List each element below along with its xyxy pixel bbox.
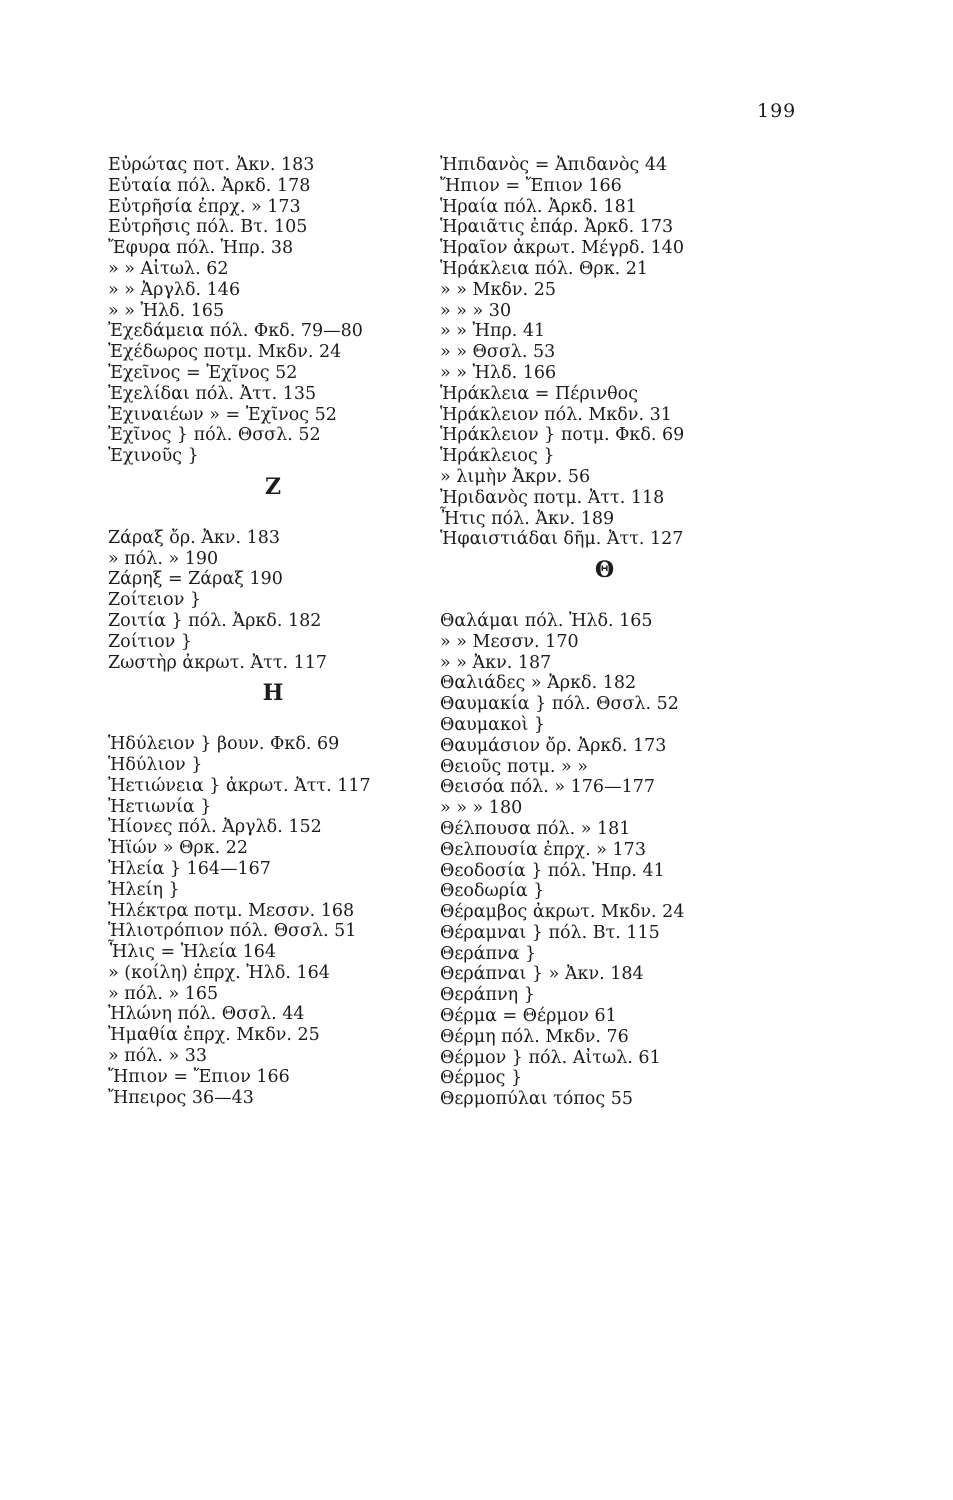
index-entry: Ἠετιωνία } <box>108 796 212 817</box>
section-letter: H <box>262 680 284 707</box>
index-entry: Θέρμον } πόλ. Αἰτωλ. 61 <box>440 1047 661 1068</box>
index-entry: Θαλάμαι πόλ. Ἠλδ. 165 <box>440 610 653 631</box>
index-entry: Ἐχιναιέων » = Ἐχῖνος 52 <box>108 404 337 425</box>
index-entry: Ζοίτειον } <box>108 590 202 611</box>
index-entry: Εὐταία πόλ. Ἀρκδ. 178 <box>108 175 311 196</box>
index-entry: Θαλιάδες » Ἀρκδ. 182 <box>440 673 637 694</box>
index-entry: Θεράπνη } <box>440 985 535 1006</box>
index-entry: Θεοδοσία } πόλ. Ἠπρ. 41 <box>440 860 665 881</box>
right-index-column <box>440 155 770 1110</box>
section-letter: Θ <box>595 557 615 584</box>
index-entry: » λιμὴν Ἀκρν. 56 <box>440 466 591 487</box>
index-entry: Ἡράκλεια πόλ. Θρκ. 21 <box>440 258 649 279</box>
page-number: 199 <box>757 100 797 122</box>
index-entry: » » » 180 <box>440 798 523 819</box>
index-entry: Ἡραιᾶτις ἐπάρ. Ἀρκδ. 173 <box>440 217 674 238</box>
index-entry: Θέραμβος ἀκρωτ. Μκδν. 24 <box>440 902 685 923</box>
index-entry: Θαυμακοὶ } <box>440 714 546 735</box>
index-entry <box>108 713 438 734</box>
index-entry: » » Ἠλδ. 166 <box>440 362 557 383</box>
index-entry: Ἠϊών » Θρκ. 22 <box>108 838 249 859</box>
index-entry: Θέρμη πόλ. Μκδν. 76 <box>440 1026 629 1047</box>
index-entry: Ἦτις πόλ. Ἀκν. 189 <box>440 508 615 529</box>
index-entry: Ἡφαιστιάδαι δῆμ. Ἀττ. 127 <box>440 529 684 550</box>
index-entry: Ἐχέδωρος ποτμ. Μκδν. 24 <box>108 342 342 363</box>
index-entry: Ἡλιοτρόπιον πόλ. Θσσλ. 51 <box>108 921 357 942</box>
index-entry: Ἡραία πόλ. Ἀρκδ. 181 <box>440 196 637 217</box>
index-entry: Ἤπειρος 36—43 <box>108 1087 254 1108</box>
index-entry: Ἠλέκτρα ποτμ. Μεσσν. 168 <box>108 900 355 921</box>
index-entry: Εὐτρῆσις πόλ. Βτ. 105 <box>108 217 308 238</box>
index-entry: Ζωστὴρ ἀκρωτ. Ἀττ. 117 <box>108 652 328 673</box>
index-entry: Ἠλώνη πόλ. Θσσλ. 44 <box>108 1004 305 1025</box>
index-entry: Θεράπναι } » Ἀκν. 184 <box>440 964 644 985</box>
index-entry: Ἡδύλιον } <box>108 754 203 775</box>
index-entry: Ἐχεδάμεια πόλ. Φκδ. 79—80 <box>108 321 363 342</box>
index-entry: » » Μκδν. 25 <box>440 279 556 300</box>
index-entry: Θέρμα = Θέρμον 61 <box>440 1006 617 1027</box>
index-entry: Θεράπνα } <box>440 943 537 964</box>
index-entry: Ἡραῖον ἀκρωτ. Μέγρδ. 140 <box>440 238 684 259</box>
index-entry: Θέρμος } <box>440 1068 523 1089</box>
index-entry: Ἡράκλειον πόλ. Μκδν. 31 <box>440 404 672 425</box>
section-letter: Z <box>264 473 282 500</box>
index-entry: Ζοίτιον } <box>108 631 192 652</box>
index-entry: Ἦλις = Ἠλεία 164 <box>108 942 277 963</box>
index-entry: » πόλ. » 33 <box>108 1046 208 1067</box>
index-entry: Ἤπιον = Ἔπιον 166 <box>108 1066 290 1087</box>
index-entry: Ζοιτία } πόλ. Ἀρκδ. 182 <box>108 610 322 631</box>
index-entry: Θέραμναι } πόλ. Βτ. 115 <box>440 922 660 943</box>
index-entry: Ἤπιον = Ἔπιον 166 <box>440 175 622 196</box>
index-entry: » » Μεσσν. 170 <box>440 631 579 652</box>
index-entry: » » Ἠπρ. 41 <box>440 321 546 342</box>
index-entry: » » » 30 <box>440 300 512 321</box>
left-index-column <box>108 155 438 1108</box>
index-entry: Ζάρηξ = Ζάραξ 190 <box>108 569 283 590</box>
index-entry: » πόλ. » 190 <box>108 548 219 569</box>
index-entry: Θεοδωρία } <box>440 881 545 902</box>
index-entry: Ἡράκλειον } ποτμ. Φκδ. 69 <box>440 425 685 446</box>
index-entry: Ἠετιώνεια } ἀκρωτ. Ἀττ. 117 <box>108 775 371 796</box>
index-entry: » » Ἀκν. 187 <box>440 652 552 673</box>
index-entry: Ἔφυρα πόλ. Ἠπρ. 38 <box>108 238 294 259</box>
index-entry: Ἡδύλειον } βουν. Φκδ. 69 <box>108 734 340 755</box>
index-entry: Θέλπουσα πόλ. » 181 <box>440 818 631 839</box>
index-entry: Θερμοπύλαι τόπος 55 <box>440 1089 633 1110</box>
index-entry: Εὐτρῆσία ἐπρχ. » 173 <box>108 196 301 217</box>
index-entry: » » Θσσλ. 53 <box>440 342 556 363</box>
index-entry: » (κοίλη) ἐπρχ. Ἠλδ. 164 <box>108 962 330 983</box>
index-entry: » πόλ. » 165 <box>108 983 219 1004</box>
index-entry: Θειοῦς ποτμ. » » <box>440 756 589 777</box>
index-entry: Ἠίονες πόλ. Ἀργλδ. 152 <box>108 817 322 838</box>
index-entry: Ἠμαθία ἐπρχ. Μκδν. 25 <box>108 1025 320 1046</box>
index-entry: Ἐχελίδαι πόλ. Ἀττ. 135 <box>108 383 317 404</box>
index-entry: Εὐρώτας ποτ. Ἀκν. 183 <box>108 155 315 175</box>
index-entry: Ζάραξ ὄρ. Ἀκν. 183 <box>108 527 280 548</box>
index-entry: » » Ἀργλδ. 146 <box>108 279 241 300</box>
index-entry: Ἠριδανὸς ποτμ. Ἀττ. 118 <box>440 487 665 508</box>
index-entry: Ἠλεία } 164—167 <box>108 858 271 879</box>
index-entry: » » Ἠλδ. 165 <box>108 300 225 321</box>
index-entry: » » Αἰτωλ. 62 <box>108 258 229 279</box>
index-entry: Ἠλείη } <box>108 879 180 900</box>
index-entry: Ἡράκλεια = Πέρινθος <box>440 383 639 404</box>
index-entry <box>108 507 438 528</box>
index-entry: Θαυμακία } πόλ. Θσσλ. 52 <box>440 694 679 715</box>
index-entry: Θαυμάσιον ὄρ. Ἀρκδ. 173 <box>440 735 667 756</box>
index-entry: Ἐχεῖνος = Ἐχῖνος 52 <box>108 362 298 383</box>
index-entry: Ἠπιδανὸς = Ἀπιδανὸς 44 <box>440 155 668 175</box>
index-entry <box>440 590 770 611</box>
index-entry: Θεισόα πόλ. » 176—177 <box>440 777 655 798</box>
index-entry: Ἡράκλειος } <box>440 446 555 467</box>
index-entry: Ἐχῖνος } πόλ. Θσσλ. 52 <box>108 425 321 446</box>
index-entry: Θελπουσία ἐπρχ. » 173 <box>440 839 646 860</box>
index-entry: Ἐχινοῦς } <box>108 446 199 467</box>
